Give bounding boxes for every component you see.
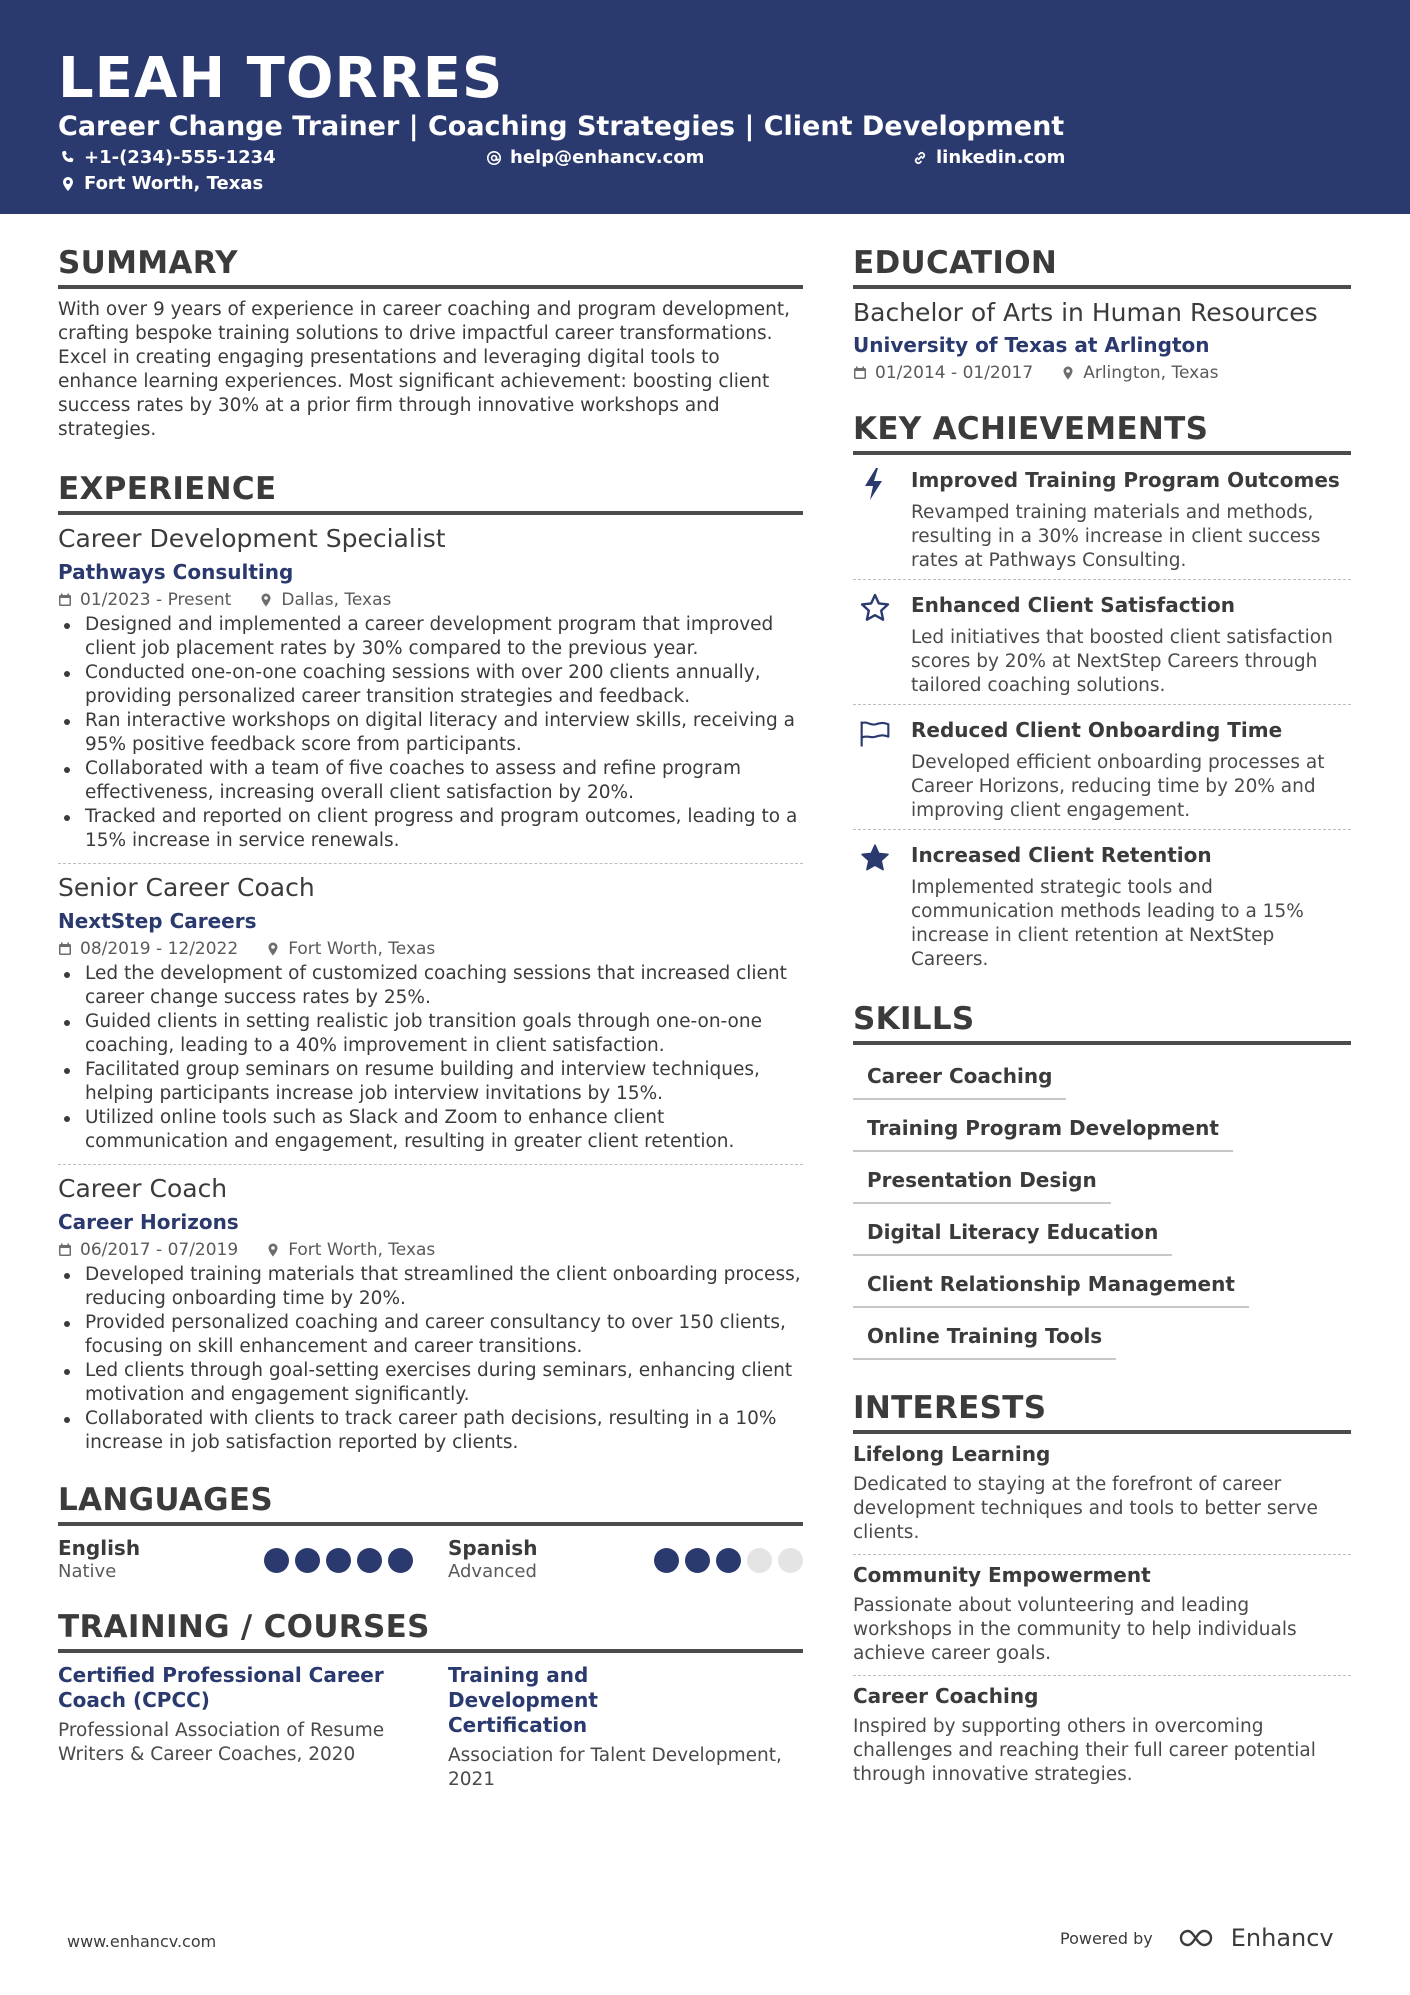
education-dates: 01/2014 - 01/2017 bbox=[875, 363, 1034, 383]
job-bullet: Led clients through goal-setting exercises during seminars, enhancing client motivation and engagement significantly. bbox=[58, 1359, 803, 1407]
lightning-icon bbox=[859, 467, 891, 501]
right-column bbox=[853, 214, 1351, 1796]
summary-section bbox=[58, 244, 803, 442]
education-heading: EDUCATION bbox=[853, 244, 1351, 289]
at-icon bbox=[486, 150, 502, 166]
language-proficiency-dots bbox=[264, 1548, 413, 1584]
job-title: Senior Career Coach bbox=[58, 873, 315, 902]
email-text: help@enhancv.com bbox=[510, 147, 705, 168]
skill-tag: Career Coaching bbox=[853, 1055, 1066, 1100]
language-item bbox=[448, 1536, 803, 1584]
flag-icon bbox=[859, 717, 891, 751]
course-source: Association for Talent Development, 2021 bbox=[448, 1745, 782, 1790]
job-company: Career Horizons bbox=[58, 1210, 239, 1234]
achievement-item bbox=[853, 579, 1351, 704]
location-text: Fort Worth, Texas bbox=[84, 173, 264, 194]
skill-tag: Presentation Design bbox=[853, 1159, 1111, 1204]
job-location: Fort Worth, Texas bbox=[288, 939, 436, 959]
job-bullets bbox=[58, 962, 803, 1154]
achievement-item bbox=[853, 704, 1351, 829]
location-pin-icon bbox=[60, 176, 76, 192]
language-level: Advanced bbox=[448, 1561, 537, 1582]
job-meta bbox=[58, 589, 803, 611]
interest-item bbox=[853, 1675, 1351, 1796]
experience-list bbox=[58, 523, 803, 1465]
skill-tag: Client Relationship Management bbox=[853, 1263, 1249, 1308]
job-bullet: Conducted one-on-one coaching sessions with over 200 clients annually, providing personalized career transition strategies and feedback. bbox=[58, 661, 803, 709]
phone-icon bbox=[60, 150, 76, 166]
job-dates: 01/2023 - Present bbox=[80, 590, 232, 610]
education-location: Arlington, Texas bbox=[1083, 363, 1219, 383]
brand-logo[interactable] bbox=[1177, 1924, 1334, 1952]
interest-title: Career Coaching bbox=[853, 1684, 1039, 1708]
left-column bbox=[58, 214, 803, 1792]
job-company: Pathways Consulting bbox=[58, 560, 294, 584]
contact-location bbox=[60, 172, 263, 196]
interest-item bbox=[853, 1554, 1351, 1675]
interest-desc: Dedicated to staying at the forefront of career development techniques and tools to better serve clients. bbox=[853, 1474, 1318, 1543]
achievement-item bbox=[853, 829, 1351, 978]
job-bullet: Guided clients in setting realistic job transition goals through one-on-one coaching, leading to a 40% improvement in client satisfaction. bbox=[58, 1010, 803, 1058]
interests-section bbox=[853, 1389, 1351, 1796]
experience-section bbox=[58, 470, 803, 1465]
job-entry bbox=[58, 523, 803, 863]
link-icon bbox=[912, 150, 928, 166]
job-bullets bbox=[58, 1263, 803, 1455]
interest-title: Community Empowerment bbox=[853, 1563, 1151, 1587]
achievement-title: Reduced Client Onboarding Time bbox=[911, 718, 1283, 742]
candidate-title: Career Change Trainer | Coaching Strategies | Client Development bbox=[58, 111, 1065, 142]
proficiency-dot-filled bbox=[357, 1548, 382, 1573]
interest-item bbox=[853, 1434, 1351, 1554]
interests-list bbox=[853, 1434, 1351, 1796]
job-bullet: Provided personalized coaching and career consultancy to over 150 clients, focusing on skill enhancement and career transitions. bbox=[58, 1311, 803, 1359]
proficiency-dot-filled bbox=[388, 1548, 413, 1573]
achievement-item bbox=[853, 455, 1351, 579]
proficiency-dot-filled bbox=[654, 1548, 679, 1573]
job-bullet: Collaborated with a team of five coaches to assess and refine program effectiveness, increasing overall client satisfaction by 20%. bbox=[58, 757, 803, 805]
job-company: NextStep Careers bbox=[58, 909, 257, 933]
brand-name: Enhancv bbox=[1230, 1924, 1334, 1952]
experience-heading: EXPERIENCE bbox=[58, 470, 803, 515]
proficiency-dot-filled bbox=[716, 1548, 741, 1573]
proficiency-dot-filled bbox=[326, 1548, 351, 1573]
job-location: Fort Worth, Texas bbox=[288, 1240, 436, 1260]
achievement-desc: Revamped training materials and methods, resulting in a 30% increase in client success rates at Pathways Consulting. bbox=[911, 502, 1321, 571]
achievement-title: Increased Client Retention bbox=[911, 843, 1212, 867]
course-item bbox=[58, 1663, 448, 1792]
summary-text: With over 9 years of experience in career coaching and program development, crafting bespoke training solutions to drive impactful career transformations. Excel in creating engaging presentations and leveraging digital tools to enhance learning experiences. Most significant achievement: boosting client success rates by 30% at a prior firm through innovative workshops and strategies. bbox=[58, 299, 790, 440]
job-meta bbox=[58, 938, 803, 960]
contact-phone[interactable] bbox=[60, 146, 276, 170]
languages-heading: LANGUAGES bbox=[58, 1481, 803, 1526]
course-item bbox=[448, 1663, 803, 1792]
candidate-name: LEAH TORRES bbox=[58, 46, 504, 111]
language-proficiency-dots bbox=[654, 1548, 803, 1584]
interests-heading: INTERESTS bbox=[853, 1389, 1351, 1434]
location-pin-icon bbox=[259, 593, 273, 607]
skills-heading: SKILLS bbox=[853, 1000, 1351, 1045]
achievement-title: Improved Training Program Outcomes bbox=[911, 468, 1340, 492]
phone-text: +1-(234)-555-1234 bbox=[84, 147, 276, 168]
course-title: Training and Development Certification bbox=[448, 1663, 598, 1737]
linkedin-text: linkedin.com bbox=[936, 147, 1066, 168]
job-bullet: Facilitated group seminars on resume building and interview techniques, helping participants increase job interview invitations by 15%. bbox=[58, 1058, 803, 1106]
achievement-desc: Developed efficient onboarding processes at Career Horizons, reducing time by 20% and improving client engagement. bbox=[911, 752, 1325, 821]
job-dates: 08/2019 - 12/2022 bbox=[80, 939, 239, 959]
enhancv-logo-icon bbox=[1177, 1926, 1223, 1950]
resume-header bbox=[0, 0, 1410, 214]
star-outline-icon bbox=[859, 592, 891, 626]
education-school: University of Texas at Arlington bbox=[853, 333, 1210, 357]
course-title: Certified Professional Career Coach (CPCC) bbox=[58, 1663, 384, 1712]
course-source: Professional Association of Resume Writers & Career Coaches, 2020 bbox=[58, 1720, 385, 1765]
skills-list bbox=[853, 1055, 1351, 1367]
job-bullet: Led the development of customized coaching sessions that increased client career change success rates by 25%. bbox=[58, 962, 803, 1010]
skill-tag: Training Program Development bbox=[853, 1107, 1233, 1152]
courses-list bbox=[58, 1663, 803, 1792]
calendar-icon bbox=[58, 942, 72, 956]
calendar-icon bbox=[58, 1243, 72, 1257]
job-dates: 06/2017 - 07/2019 bbox=[80, 1240, 239, 1260]
skills-section bbox=[853, 1000, 1351, 1367]
skill-tag: Digital Literacy Education bbox=[853, 1211, 1172, 1256]
job-meta bbox=[58, 1239, 803, 1261]
job-bullet: Ran interactive workshops on digital literacy and interview skills, receiving a 95% positive feedback score from participants. bbox=[58, 709, 803, 757]
achievement-title: Enhanced Client Satisfaction bbox=[911, 593, 1235, 617]
location-pin-icon bbox=[266, 942, 280, 956]
footer-website-link[interactable]: www.enhancv.com bbox=[67, 1932, 217, 1951]
calendar-icon bbox=[58, 593, 72, 607]
job-bullet: Collaborated with clients to track career path decisions, resulting in a 10% increase in job satisfaction reported by clients. bbox=[58, 1407, 803, 1455]
location-pin-icon bbox=[266, 1243, 280, 1257]
interest-title: Lifelong Learning bbox=[853, 1442, 1051, 1466]
language-level: Native bbox=[58, 1561, 117, 1582]
training-section bbox=[58, 1608, 803, 1792]
achievements-section bbox=[853, 410, 1351, 978]
job-bullet: Utilized online tools such as Slack and Zoom to enhance client communication and engagement, resulting in greater client retention. bbox=[58, 1106, 803, 1154]
location-pin-icon bbox=[1061, 366, 1075, 380]
calendar-icon bbox=[853, 366, 867, 380]
job-location: Dallas, Texas bbox=[281, 590, 392, 610]
achievement-desc: Implemented strategic tools and communication methods leading to a 15% increase in client retention at NextStep Careers. bbox=[911, 877, 1304, 970]
job-bullet: Designed and implemented a career development program that improved client job placement rates by 30% compared to the previous year. bbox=[58, 613, 803, 661]
education-section bbox=[853, 244, 1351, 384]
proficiency-dot-empty bbox=[747, 1548, 772, 1573]
footer-branding bbox=[1060, 1924, 1334, 1952]
job-bullet: Tracked and reported on client progress and program outcomes, leading to a 15% increase in service renewals. bbox=[58, 805, 803, 853]
language-item bbox=[58, 1536, 448, 1584]
education-meta bbox=[853, 362, 1351, 384]
job-title: Career Coach bbox=[58, 1174, 228, 1203]
summary-heading: SUMMARY bbox=[58, 244, 803, 289]
interest-desc: Passionate about volunteering and leading workshops in the community to help individuals achieve career goals. bbox=[853, 1595, 1297, 1664]
achievements-heading: KEY ACHIEVEMENTS bbox=[853, 410, 1351, 455]
languages-list bbox=[58, 1536, 803, 1584]
language-name: Spanish bbox=[448, 1536, 538, 1560]
languages-section bbox=[58, 1481, 803, 1584]
job-entry bbox=[58, 1164, 803, 1465]
proficiency-dot-empty bbox=[778, 1548, 803, 1573]
contact-linkedin[interactable] bbox=[912, 146, 1065, 170]
proficiency-dot-filled bbox=[685, 1548, 710, 1573]
achievements-list bbox=[853, 455, 1351, 978]
language-name: English bbox=[58, 1536, 141, 1560]
proficiency-dot-filled bbox=[295, 1548, 320, 1573]
skill-tag: Online Training Tools bbox=[853, 1315, 1116, 1360]
proficiency-dot-filled bbox=[264, 1548, 289, 1573]
star-filled-icon bbox=[859, 842, 891, 876]
interest-desc: Inspired by supporting others in overcoming challenges and reaching their full career potential through innovative strategies. bbox=[853, 1716, 1316, 1785]
education-degree: Bachelor of Arts in Human Resources bbox=[853, 298, 1318, 327]
powered-by-label: Powered by bbox=[1060, 1928, 1153, 1948]
achievement-desc: Led initiatives that boosted client satisfaction scores by 20% at NextStep Careers through tailored coaching solutions. bbox=[911, 627, 1333, 696]
training-heading: TRAINING / COURSES bbox=[58, 1608, 803, 1653]
job-bullet: Developed training materials that streamlined the client onboarding process, reducing onboarding time by 20%. bbox=[58, 1263, 803, 1311]
job-title: Career Development Specialist bbox=[58, 524, 446, 553]
job-bullets bbox=[58, 613, 803, 853]
job-entry bbox=[58, 863, 803, 1164]
contact-email[interactable] bbox=[486, 146, 704, 170]
